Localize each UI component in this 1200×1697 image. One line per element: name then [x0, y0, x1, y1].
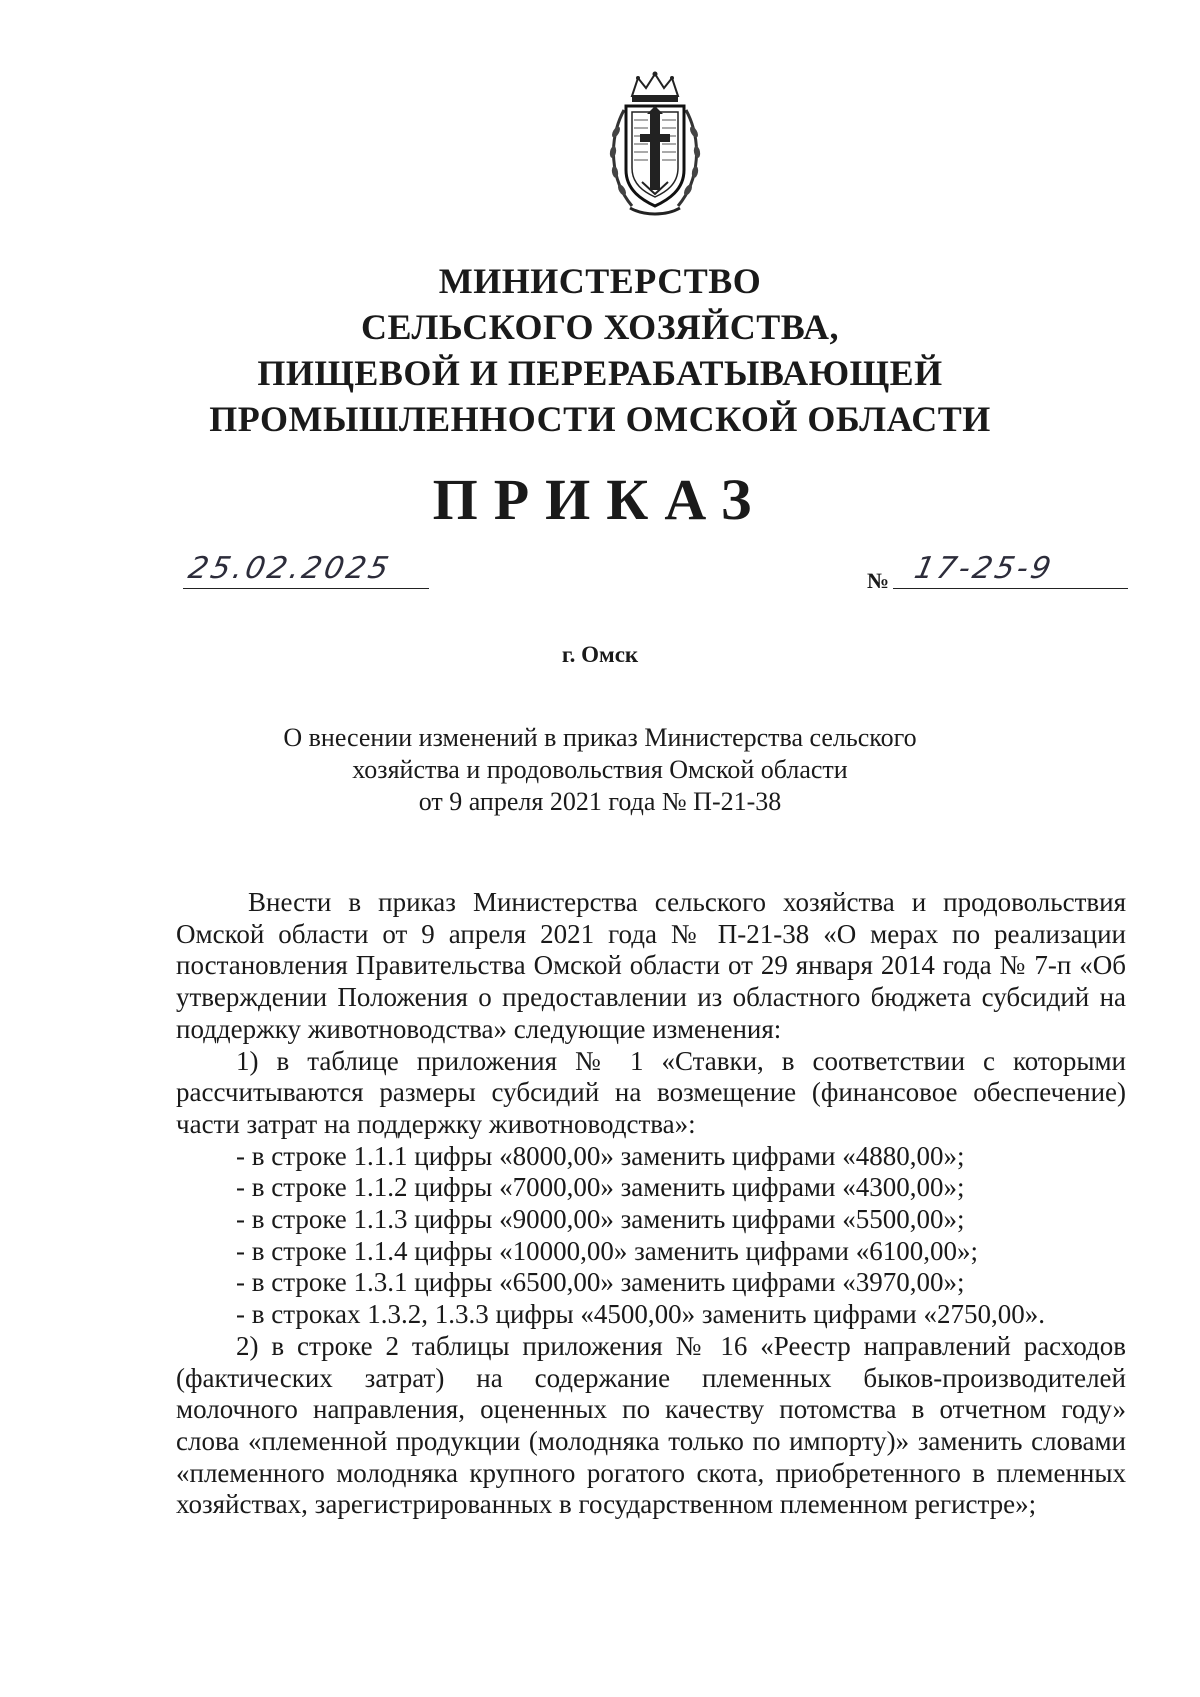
ministry-name: [150, 258, 1050, 442]
document-body: [176, 887, 1126, 1521]
list-item: - в строке 1.1.1 цифры «8000,00» заменить цифрами «4880,00»;: [236, 1140, 965, 1171]
subject-line: от 9 апреля 2021 года № П-21-38: [418, 787, 782, 816]
coat-of-arms-icon: [602, 70, 708, 218]
number-label: №: [867, 568, 890, 593]
subject-line: хозяйства и продовольствия Омской области: [352, 755, 848, 784]
city: г. Омск: [561, 642, 639, 667]
ministry-line: ПИЩЕВОЙ И ПЕРЕРАБАТЫВАЮЩЕЙ: [257, 353, 943, 393]
list-item: - в строке 1.1.4 цифры «10000,00» заменить цифрами «6100,00»;: [236, 1235, 978, 1266]
intro-paragraph: Внести в приказ Министерства сельского хозяйства и продовольствия Омской области от 9 апреля 2021 года № П-21-38 «О мерах по реализации постановления Правительства Омской области от 29 января 2014 года № 7-п «Об утверждении Положения о предоставлении из областного бюджета субсидий на поддержку животноводства» следующие изменения:: [176, 887, 1126, 1044]
document-subject: [200, 722, 1000, 818]
handwritten-number: 17-25-9: [911, 551, 1057, 586]
date-field: [183, 548, 429, 589]
ministry-line: СЕЛЬСКОГО ХОЗЯЙСТВА,: [360, 307, 840, 347]
document-type-title: ПРИКАЗ: [432, 467, 768, 532]
ministry-line: МИНИСТЕРСТВО: [438, 261, 762, 301]
subject-line: О внесении изменений в приказ Министерства сельского: [283, 723, 917, 752]
point-2-paragraph: 2) в строке 2 таблицы приложения № 16 «Реестр направлений расходов (фактических затрат) на содержание племенных быков-производителей молочного направления, оцененных по качеству потомства в отчетном году» слова «племенной продукции (молодняка только по импорту)» заменить словами «племенного молодняка крупного рогатого скота, приобретенного в племенных хозяйствах, зарегистрированных в государственном племенном регистре»;: [176, 1330, 1126, 1520]
list-item: - в строке 1.1.2 цифры «7000,00» заменить цифрами «4300,00»;: [236, 1172, 965, 1203]
list-item: - в строке 1.3.1 цифры «6500,00» заменить цифрами «3970,00»;: [236, 1267, 965, 1298]
number-field: [893, 548, 1128, 589]
list-item: - в строке 1.1.3 цифры «9000,00» заменить цифрами «5500,00»;: [236, 1204, 965, 1235]
ministry-line: ПРОМЫШЛЕННОСТИ ОМСКОЙ ОБЛАСТИ: [209, 399, 991, 439]
point-1-paragraph: 1) в таблице приложения № 1 «Ставки, в соответствии с которыми рассчитываются размеры субсидий на возмещение (финансовое обеспечение) части затрат на поддержку животноводства»:: [176, 1045, 1126, 1139]
list-item: - в строках 1.3.2, 1.3.3 цифры «4500,00» заменить цифрами «2750,00».: [236, 1299, 1045, 1330]
handwritten-date: 25.02.2025: [185, 551, 395, 586]
